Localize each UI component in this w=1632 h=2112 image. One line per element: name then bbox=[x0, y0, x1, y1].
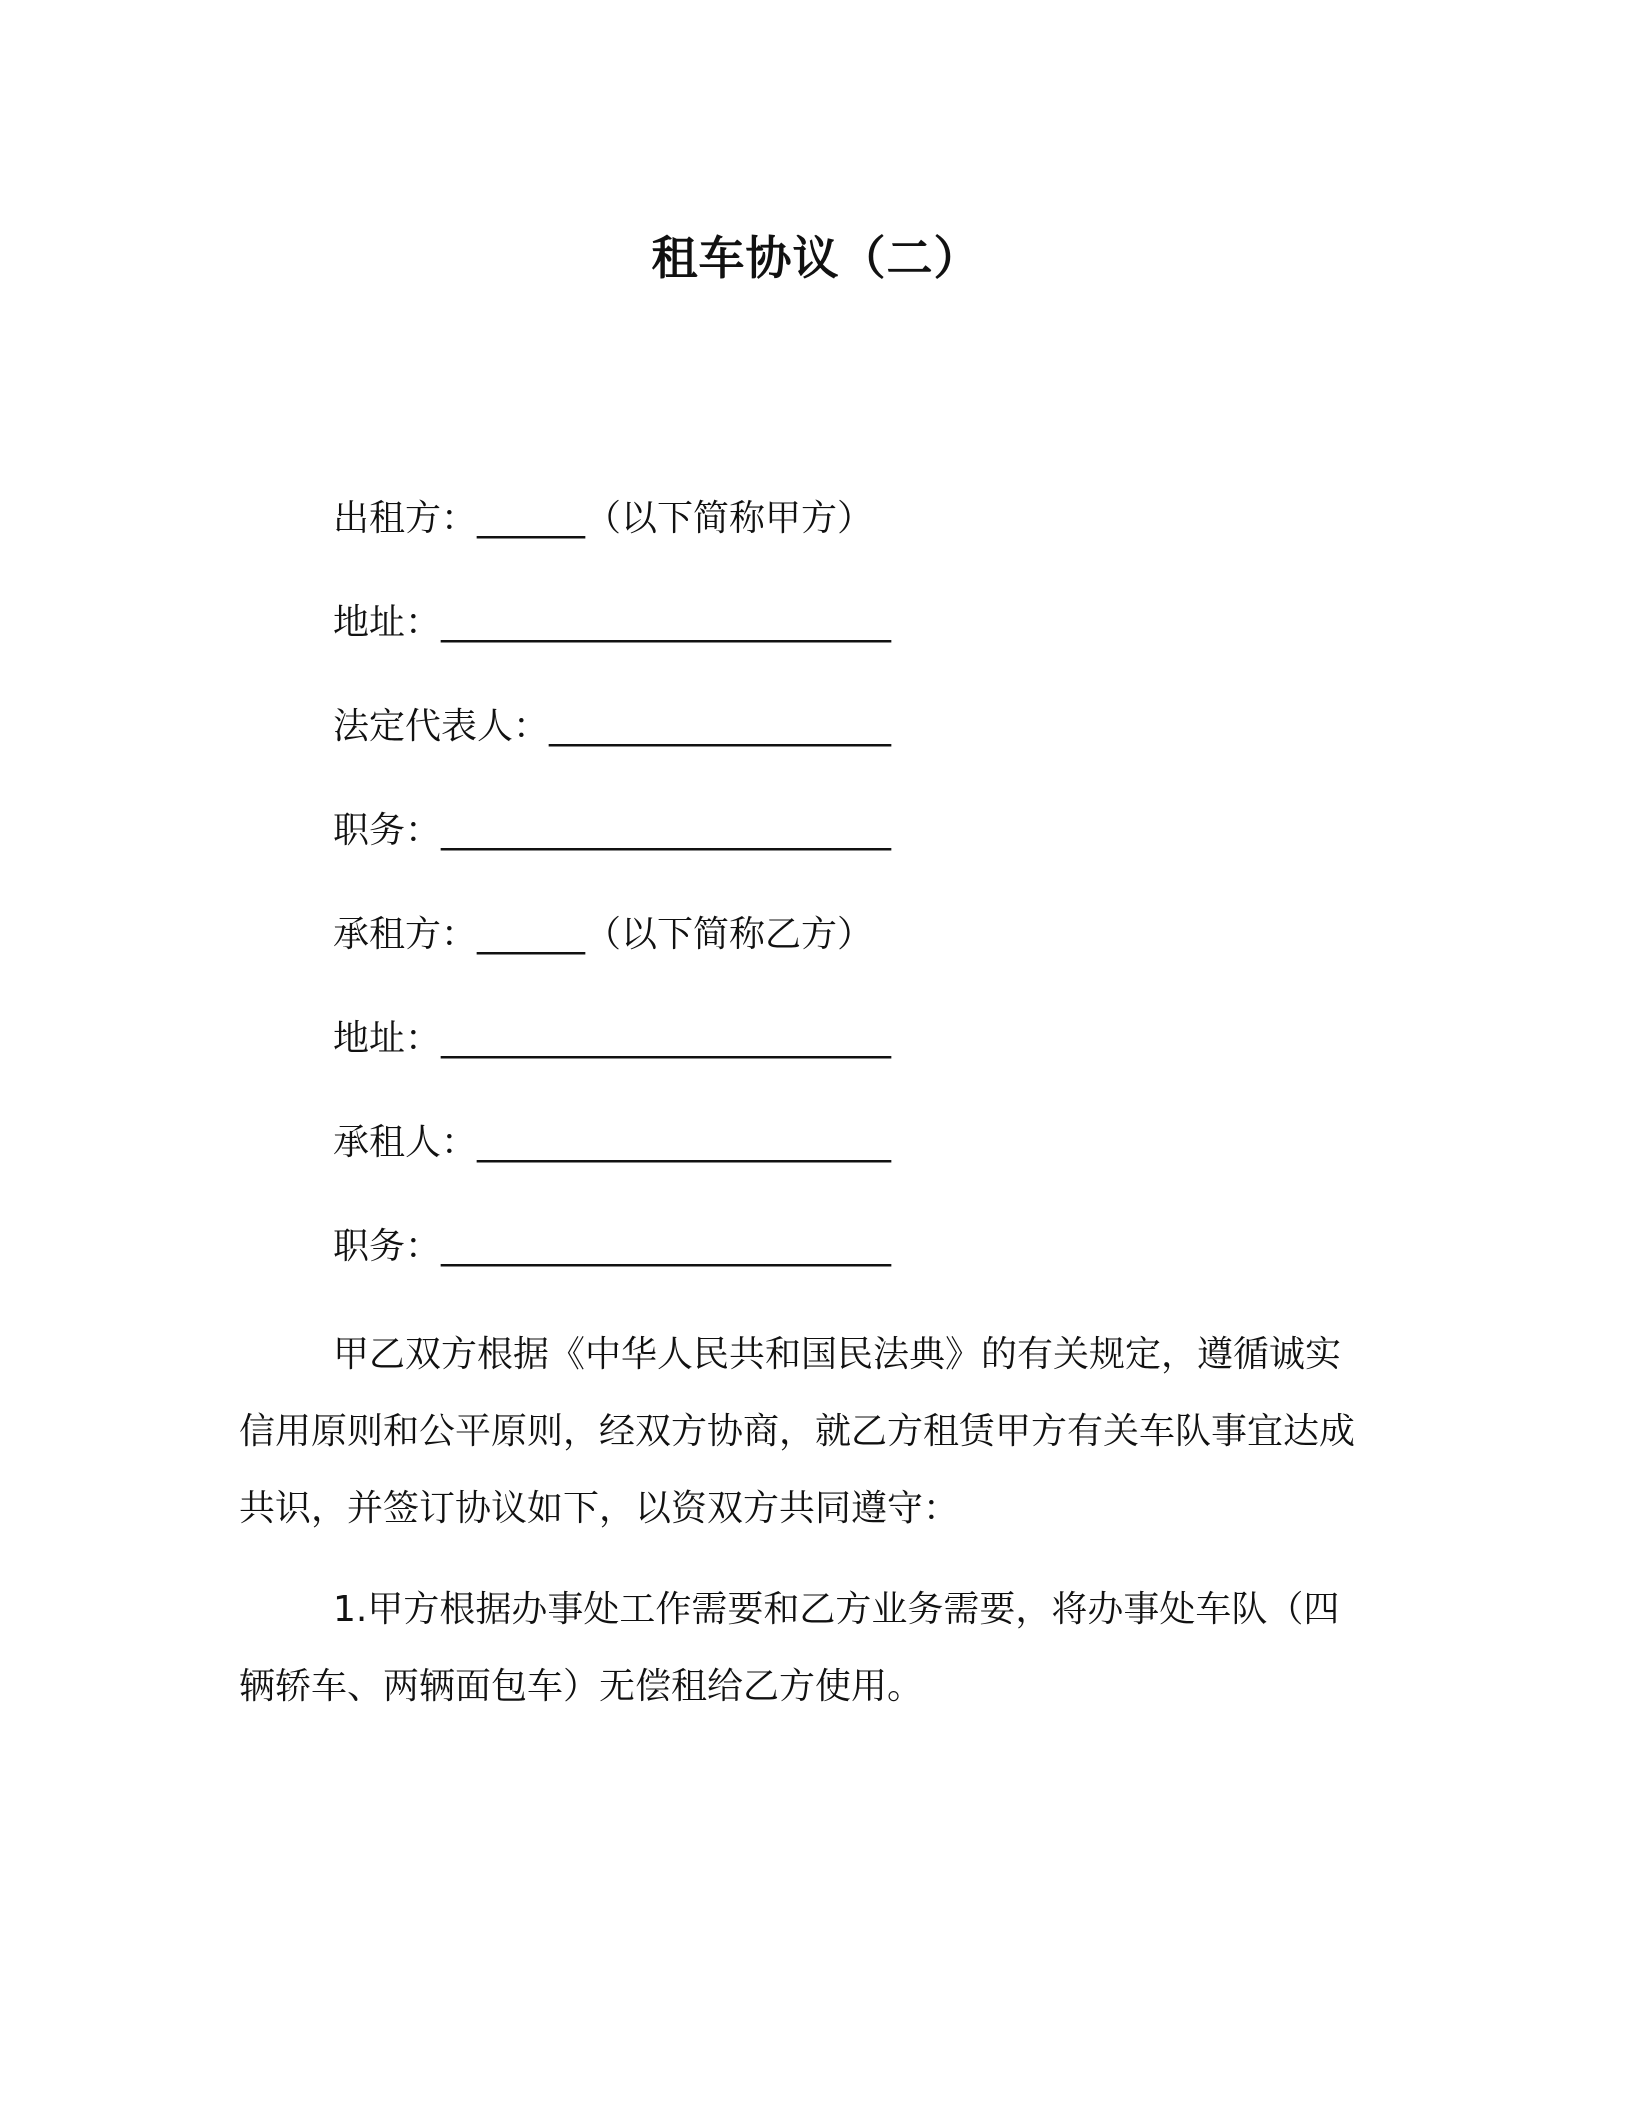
field-label: 承租方： bbox=[333, 914, 478, 955]
field-label: 职务： bbox=[333, 1226, 442, 1267]
field-label: 地址： bbox=[333, 1018, 442, 1059]
party-info-section bbox=[333, 495, 1333, 1327]
lessor-position-field bbox=[333, 807, 1333, 911]
agreement-body bbox=[239, 1316, 1373, 1725]
field-label: 法定代表人： bbox=[333, 706, 550, 747]
lessee-field bbox=[333, 911, 1333, 1015]
fill-in-blank: _______________________ bbox=[477, 1122, 892, 1163]
field-label: 承租人： bbox=[333, 1122, 478, 1163]
clause-1-paragraph: 1.甲方根据办事处工作需要和乙方业务需要，将办事处车队（四辆轿车、两辆面包车）无偿租给乙方使用。 bbox=[239, 1589, 1340, 1707]
fill-in-blank: _________________________ bbox=[441, 1018, 892, 1059]
field-label: 职务： bbox=[333, 810, 442, 851]
legal-representative-field bbox=[333, 703, 1333, 807]
fill-in-blank: _________________________ bbox=[441, 810, 892, 851]
preamble-paragraph: 甲乙双方根据《中华人民共和国民法典》的有关规定，遵循诚实信用原则和公平原则，经双方协商，就乙方租赁甲方有关车队事宜达成共识，并签订协议如下，以资双方共同遵守： bbox=[239, 1334, 1356, 1529]
lessor-field bbox=[333, 495, 1333, 599]
lessee-address-field bbox=[333, 1015, 1333, 1119]
fill-in-blank: _________________________ bbox=[441, 1226, 892, 1267]
fill-in-blank: ___________________ bbox=[549, 706, 892, 747]
lessor-address-field bbox=[333, 599, 1333, 703]
renter-field bbox=[333, 1119, 1333, 1223]
document-title: 租车协议（二） bbox=[651, 231, 981, 285]
fill-in-blank: _________________________ bbox=[441, 602, 892, 643]
lessee-position-field bbox=[333, 1223, 1333, 1327]
field-label: 出租方： bbox=[333, 498, 478, 539]
field-label: 地址： bbox=[333, 602, 442, 643]
field-note: （以下简称甲方） bbox=[585, 498, 874, 539]
fill-in-blank: ______ bbox=[477, 914, 586, 955]
fill-in-blank: ______ bbox=[477, 498, 586, 539]
field-note: （以下简称乙方） bbox=[585, 914, 874, 955]
